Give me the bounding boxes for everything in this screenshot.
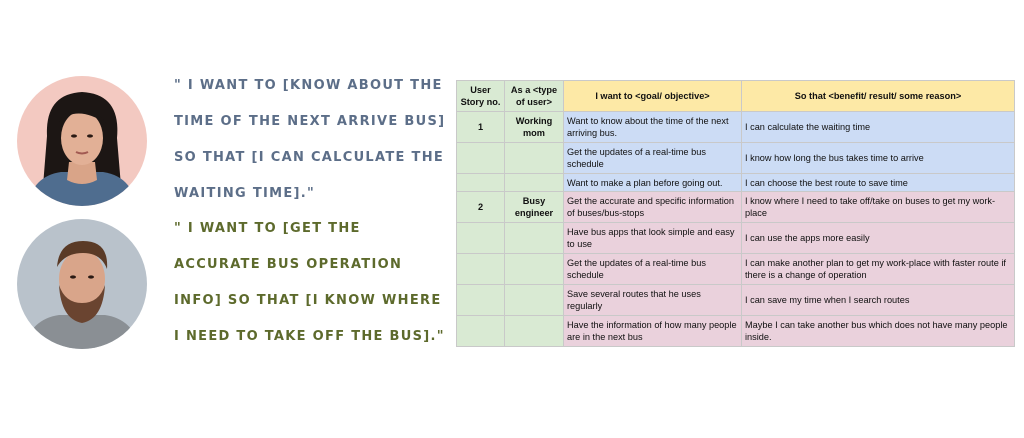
empty-cell	[505, 254, 564, 285]
user-type-cell: Working mom	[505, 112, 564, 143]
table-row	[457, 192, 1015, 223]
empty-cell	[457, 316, 505, 347]
table-row	[457, 174, 1015, 192]
goal-cell: Get the updates of a real-time bus schedule	[564, 254, 742, 285]
table-row	[457, 285, 1015, 316]
empty-cell	[457, 254, 505, 285]
empty-cell	[505, 143, 564, 174]
empty-cell	[457, 174, 505, 192]
empty-cell	[505, 316, 564, 347]
header-story-no: User Story no.	[457, 81, 505, 112]
benefit-cell: I know how long the bus takes time to arrive	[742, 143, 1015, 174]
header-so-that: So that <benefit/ result/ some reason>	[742, 81, 1015, 112]
goal-cell: Have bus apps that look simple and easy to use	[564, 223, 742, 254]
table-row	[457, 223, 1015, 254]
table-row	[457, 143, 1015, 174]
quote-busy-engineer: " I WANT TO [GET THE ACCURATE BUS OPERATION INFO] SO THAT [I KNOW WHERE I NEED TO TAKE OFF THE BUS]."	[174, 221, 445, 344]
benefit-cell: I can calculate the waiting time	[742, 112, 1015, 143]
header-i-want: I want to <goal/ objective>	[564, 81, 742, 112]
table-row	[457, 254, 1015, 285]
story-no-cell: 2	[457, 192, 505, 223]
goal-cell: Save several routes that he uses regularly	[564, 285, 742, 316]
table-row	[457, 112, 1015, 143]
benefit-cell: I can use the apps more easily	[742, 223, 1015, 254]
quote-working-mom: " I WANT TO [KNOW ABOUT THE TIME OF THE NEXT ARRIVE BUS] SO THAT [I CAN CALCULATE THE WAITING TIME]."	[174, 78, 446, 201]
header-as-a: As a <type of user>	[505, 81, 564, 112]
goal-cell: Get the accurate and specific information of buses/bus-stops	[564, 192, 742, 223]
empty-cell	[505, 285, 564, 316]
story-no-cell: 1	[457, 112, 505, 143]
woman-avatar	[17, 76, 147, 206]
benefit-cell: I can make another plan to get my work-place with faster route if there is a change of operation	[742, 254, 1015, 285]
goal-cell: Want to know about the time of the next arriving bus.	[564, 112, 742, 143]
user-type-cell: Busy engineer	[505, 192, 564, 223]
man-avatar	[17, 219, 147, 349]
empty-cell	[457, 285, 505, 316]
empty-cell	[505, 174, 564, 192]
goal-cell: Have the information of how many people are in the next bus	[564, 316, 742, 347]
empty-cell	[457, 223, 505, 254]
table-header-row	[457, 81, 1015, 112]
benefit-cell: I can save my time when I search routes	[742, 285, 1015, 316]
benefit-cell: I can choose the best route to save time	[742, 174, 1015, 192]
table-row	[457, 316, 1015, 347]
goal-cell: Get the updates of a real-time bus schedule	[564, 143, 742, 174]
empty-cell	[457, 143, 505, 174]
benefit-cell: I know where I need to take off/take on buses to get my work-place	[742, 192, 1015, 223]
goal-cell: Want to make a plan before going out.	[564, 174, 742, 192]
benefit-cell: Maybe I can take another bus which does not have many people inside.	[742, 316, 1015, 347]
empty-cell	[505, 223, 564, 254]
user-story-table	[456, 80, 1015, 347]
